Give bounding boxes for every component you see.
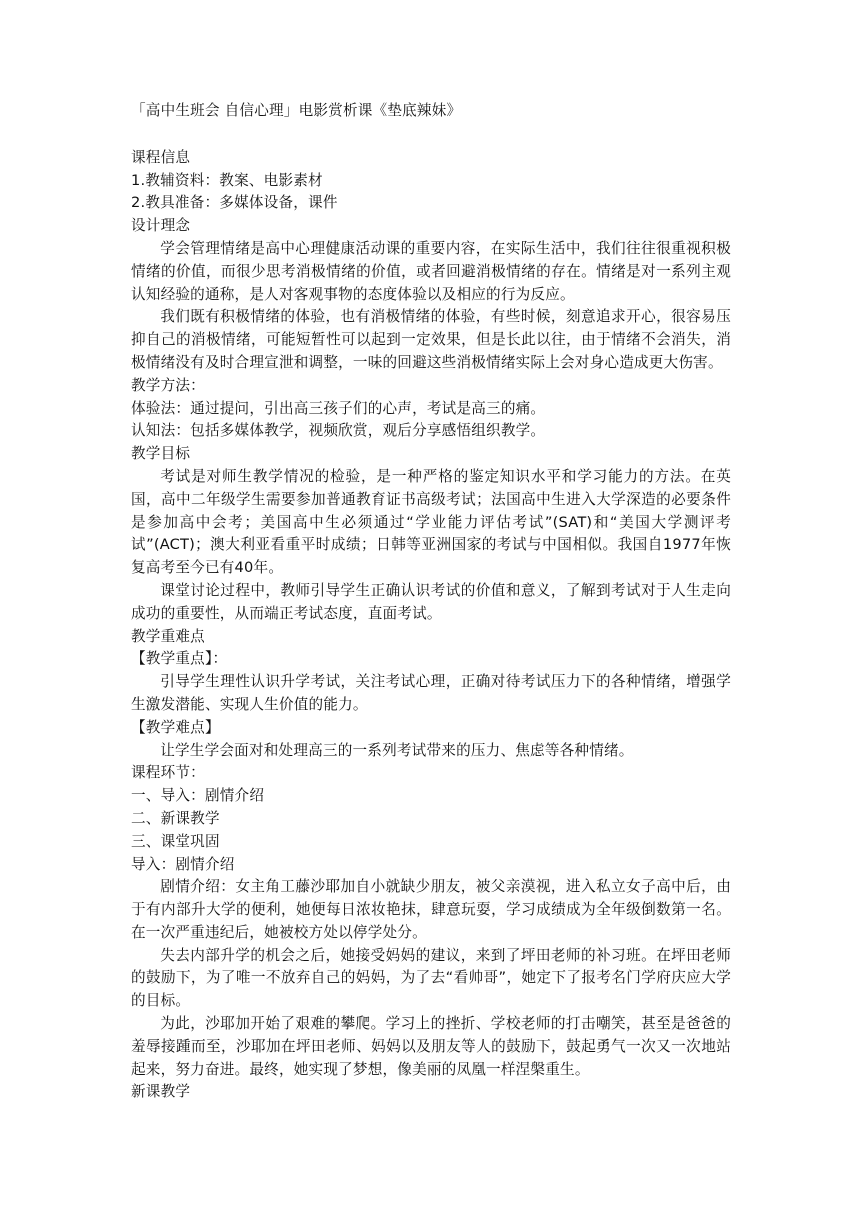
document-title: 「高中生班会 自信心理」电影赏析课《垫底辣妹》 <box>131 102 462 119</box>
goals-heading: 教学目标 <box>131 445 191 463</box>
sections-heading: 课程环节： <box>131 764 205 782</box>
new-lesson-heading: 新课教学 <box>131 1083 191 1101</box>
intro-paragraph: 为此，沙耶加开始了艰难的攀爬。学习上的挫折、学校老师的打击嘲笑，甚至是爸爸的羞辱接踵而至，沙耶加在坪田老师、妈妈以及朋友等人的鼓励下，鼓起勇气一次又一次地站起来，努力奋进。最终，她实现了梦想，像美丽的凤凰一样涅槃重生。 <box>131 1015 731 1078</box>
difficulty-label: 【教学难点】 <box>131 718 220 736</box>
section-item: 三、课堂巩固 <box>131 832 220 850</box>
intro-paragraph: 失去内部升学的机会之后，她接受妈妈的建议，来到了坪田老师的补习班。在坪田老师的鼓励下，为了唯一不放弃自己的妈妈，为了去“看帅哥”，她定下了报考名门学府庆应大学的目标。 <box>131 946 731 1010</box>
course-info-item: 1.教辅资料：教案、电影素材 <box>131 171 323 189</box>
intro-paragraph: 剧情介绍：女主角工藤沙耶加自小就缺少朋友，被父亲漠视，进入私立女子高中后，由于有内部升大学的便利，她便每日浓妆艳抹，肆意玩耍，学习成绩成为全年级倒数第一名。在一次严重违纪后，她被校方处以停学处分。 <box>131 878 731 941</box>
methods-heading: 教学方法： <box>131 376 205 394</box>
section-item: 二、新课教学 <box>131 809 220 827</box>
method-item: 认知法：包括多媒体教学，视频欣赏，观后分享感悟组织教学。 <box>131 422 546 440</box>
course-info-heading: 课程信息 <box>131 148 191 166</box>
difficulty-text: 让学生学会面对和处理高三的一系列考试带来的压力、焦虑等各种情绪。 <box>160 741 634 759</box>
design-paragraph: 我们既有积极情绪的体验，也有消极情绪的体验，有些时候，刻意追求开心，很容易压抑自己的消极情绪，可能短暂性可以起到一定效果，但是长此以往，由于情绪不会消失，消极情绪没有及时合理宣泄和调整，一味的回避这些消极情绪实际上会对身心造成更大伤害。 <box>131 308 731 371</box>
focus-label: 【教学重点】： <box>131 650 228 668</box>
method-item: 体验法：通过提问，引出高三孩子们的心声，考试是高三的痛。 <box>131 399 546 417</box>
design-heading: 设计理念 <box>131 217 191 235</box>
goals-paragraph: 课堂讨论过程中，教师引导学生正确认识考试的价值和意义，了解到考试对于人生走向成功的重要性，从而端正考试态度，直面考试。 <box>131 581 731 622</box>
course-info-item: 2.教具准备：多媒体设备，课件 <box>131 194 338 212</box>
document-body <box>131 100 731 1104</box>
design-paragraph: 学会管理情绪是高中心理健康活动课的重要内容，在实际生活中，我们往往很重视积极情绪的价值，而很少思考消极情绪的价值，或者回避消极情绪的存在。情绪是对一系列主观认知经验的通称，是人对客观事物的态度体验以及相应的行为反应。 <box>131 239 731 303</box>
goals-paragraph: 考试是对师生教学情况的检验，是一种严格的鉴定知识水平和学习能力的方法。在英国，高中二年级学生需要参加普通教育证书高级考试；法国高中生进入大学深造的必要条件是参加高中会考；美国高中生必须通过“学业能力评估考试”(SAT)和“美国大学测评考试”(ACT)；澳大利亚看重平时成绩；日韩等亚洲国家的考试与中国相似。我国自1977年恢复高考至今已有40年。 <box>131 467 731 577</box>
section-item: 一、导入：剧情介绍 <box>131 787 265 805</box>
focus-text: 引导学生理性认识升学考试，关注考试心理，正确对待考试压力下的各种情绪，增强学生激发潜能、实现人生价值的能力。 <box>131 673 731 713</box>
intro-heading: 导入：剧情介绍 <box>131 855 235 873</box>
key-heading: 教学重难点 <box>131 627 205 645</box>
